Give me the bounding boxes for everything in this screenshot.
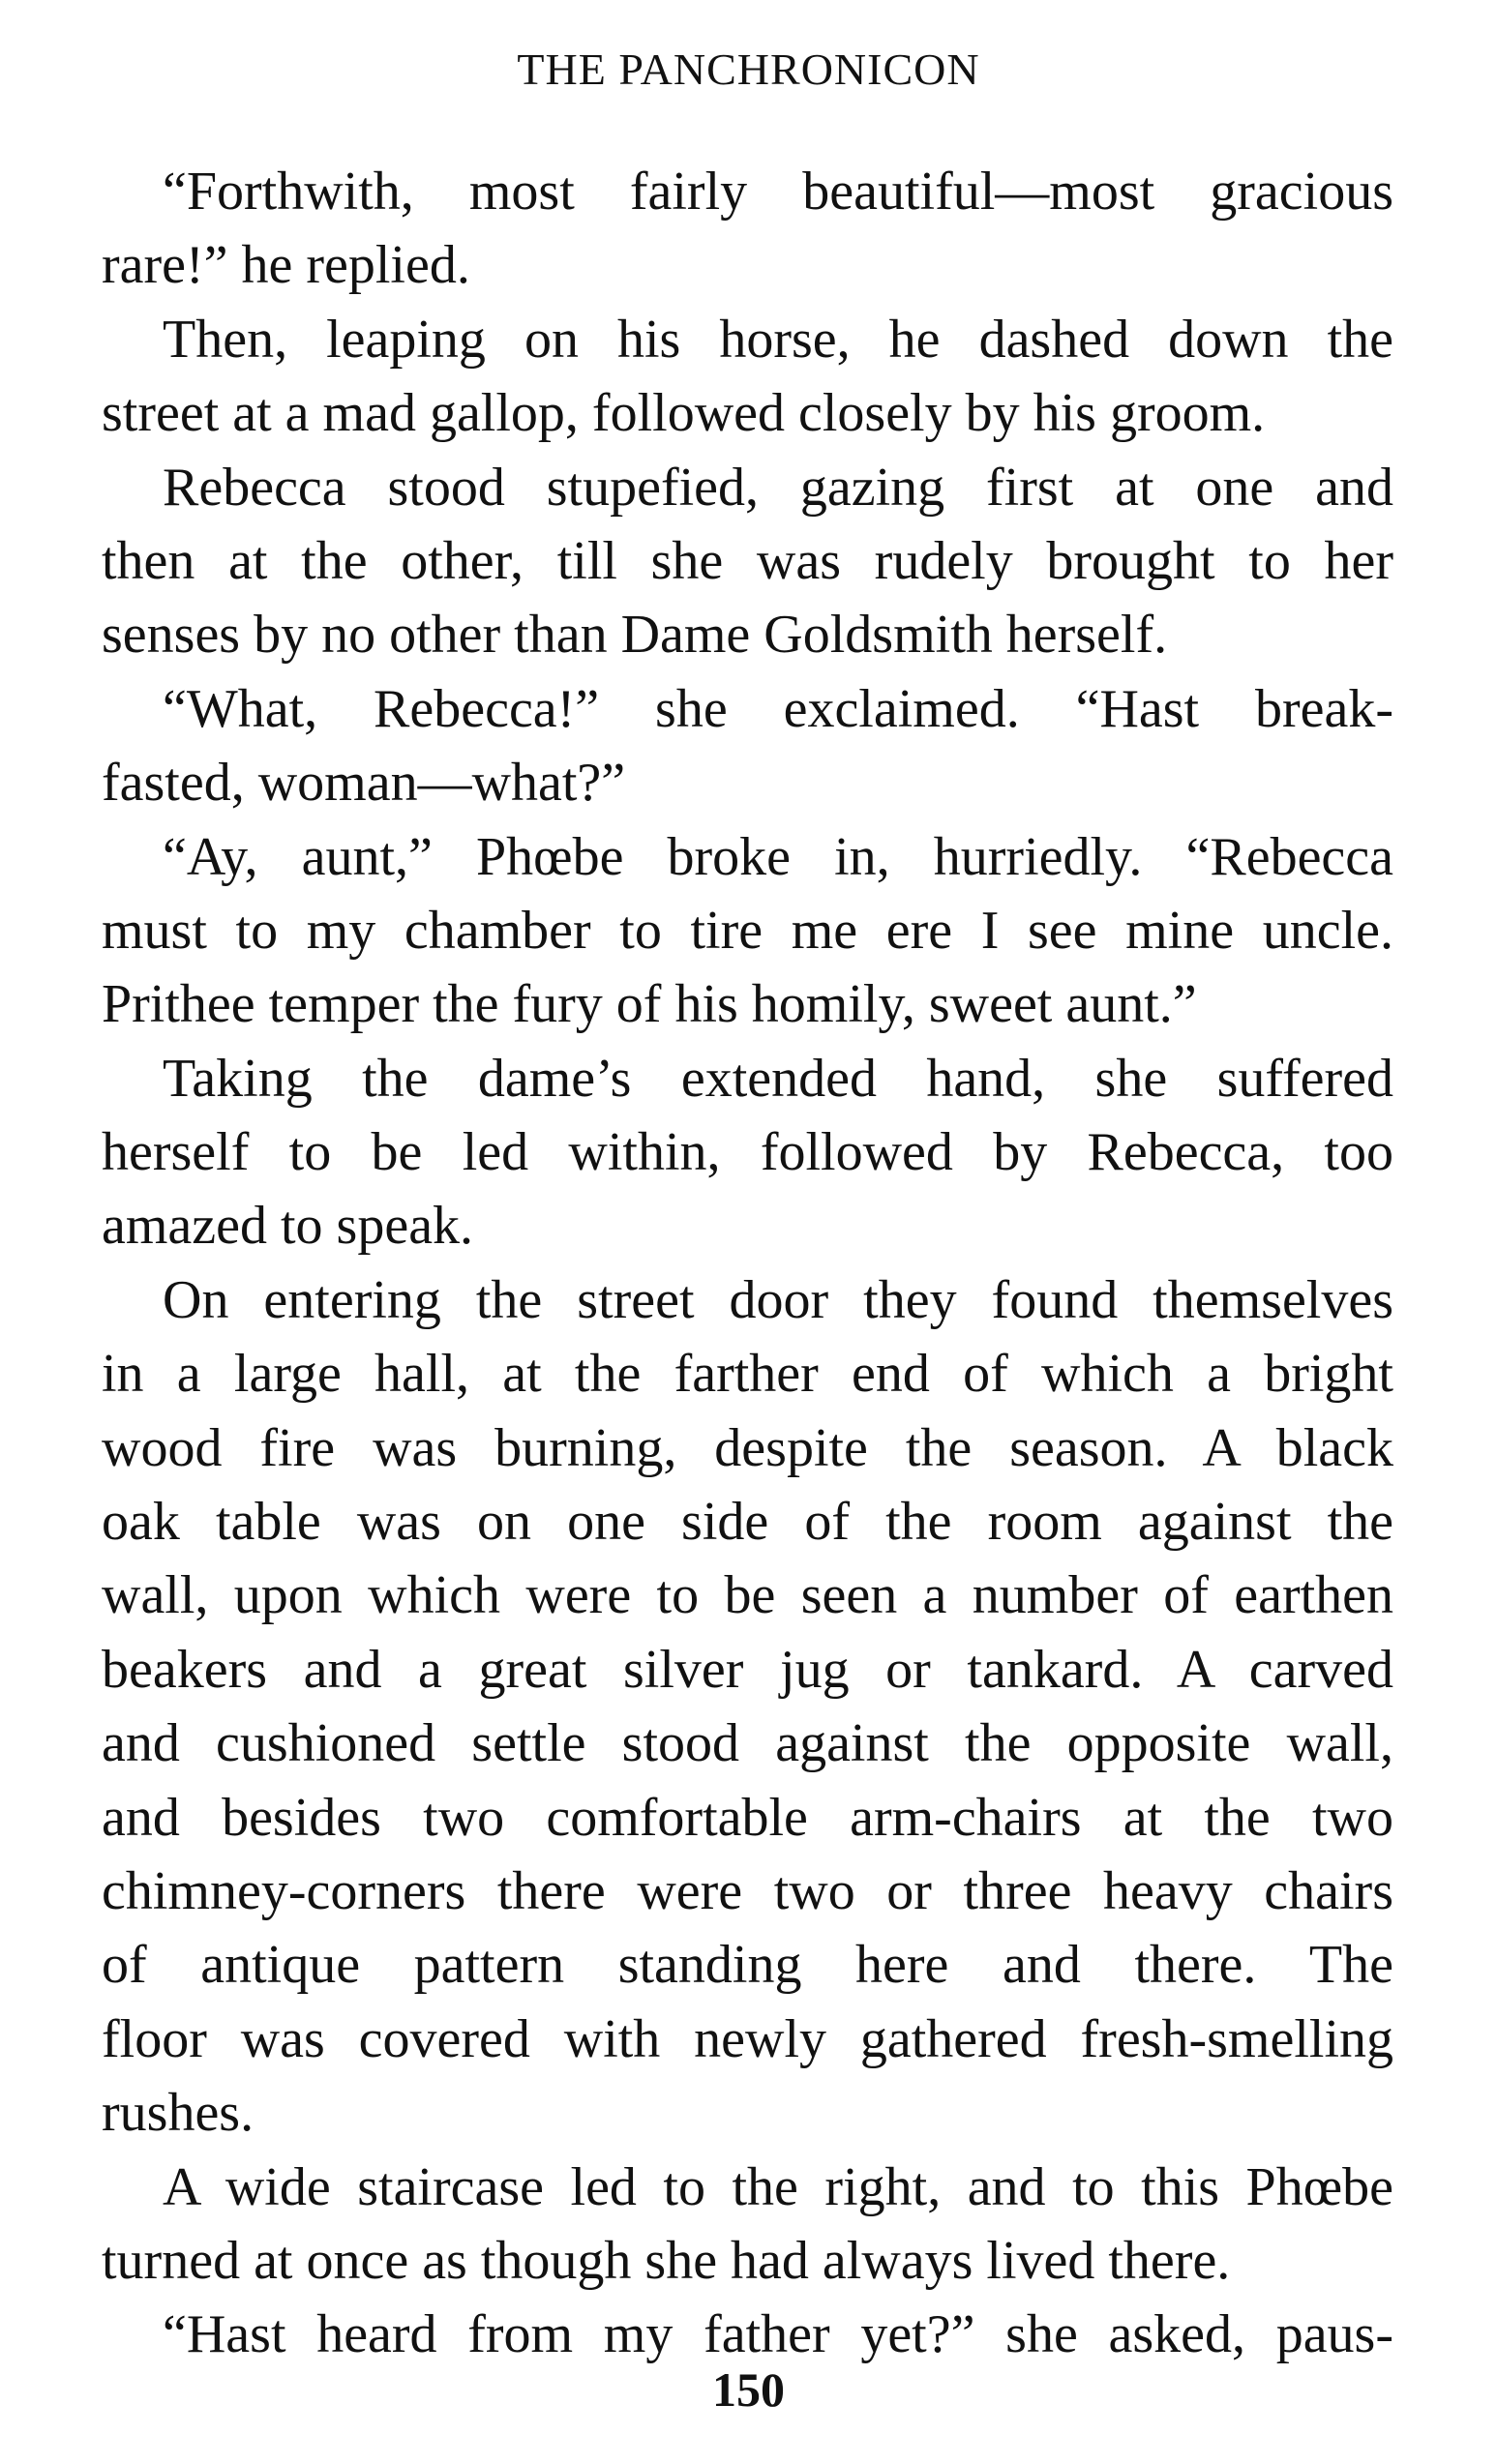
- text-line: Taking the dame’s extended hand, she suffered: [163, 1048, 1393, 1109]
- text-line: chimney-corners there were two or three heavy chairs: [102, 1860, 1393, 1921]
- text-line: beakers and a great silver jug or tankard. A carved: [102, 1639, 1393, 1700]
- running-head: THE PANCHRONICON: [517, 45, 980, 94]
- page-number: 150: [712, 2362, 785, 2417]
- text-line: A wide staircase led to the right, and to this Phœbe: [163, 2156, 1393, 2217]
- text-line: senses by no other than Dame Goldsmith herself.: [102, 605, 1168, 666]
- text-line: rare!” he replied.: [102, 235, 470, 296]
- text-line: must to my chamber to tire me ere I see mine uncle.: [102, 900, 1393, 961]
- body-text: [102, 155, 1393, 2372]
- text-line: “Ay, aunt,” Phœbe broke in, hurriedly. “Rebecca: [163, 826, 1393, 887]
- text-line: in a large hall, at the farther end of which a bright: [102, 1344, 1393, 1405]
- text-line: “What, Rebecca!” she exclaimed. “Hast break-: [163, 678, 1393, 739]
- text-line: turned at once as though she had always lived there.: [102, 2230, 1231, 2291]
- text-line: Then, leaping on his horse, he dashed down the: [163, 309, 1393, 370]
- text-line: and besides two comfortable arm-chairs at the two: [102, 1787, 1393, 1848]
- text-line: fasted, woman—what?”: [102, 753, 626, 814]
- text-line: floor was covered with newly gathered fresh-smelling: [102, 2008, 1393, 2069]
- text-line: rushes.: [102, 2083, 254, 2144]
- text-line: wall, upon which were to be seen a number of earthen: [102, 1565, 1393, 1626]
- text-line: “Hast heard from my father yet?” she asked, paus-: [163, 2304, 1393, 2365]
- text-line: Rebecca stood stupefied, gazing first at one and: [163, 457, 1393, 518]
- text-line: then at the other, till she was rudely brought to her: [102, 530, 1393, 591]
- text-line: “Forthwith, most fairly beautiful—most gracious: [163, 162, 1393, 222]
- text-line: Prithee temper the fury of his homily, sweet aunt.”: [102, 974, 1197, 1035]
- text-line: of antique pattern standing here and there. The: [102, 1935, 1393, 1996]
- text-line: wood fire was burning, despite the season. A black: [102, 1417, 1393, 1478]
- text-line: On entering the street door they found themselves: [163, 1269, 1393, 1330]
- text-line: oak table was on one side of the room against the: [102, 1492, 1393, 1553]
- text-line: street at a mad gallop, followed closely by his groom.: [102, 383, 1266, 444]
- text-line: amazed to speak.: [102, 1196, 474, 1257]
- text-line: herself to be led within, followed by Rebecca, too: [102, 1122, 1393, 1183]
- text-line: and cushioned settle stood against the opposite wall,: [102, 1713, 1393, 1774]
